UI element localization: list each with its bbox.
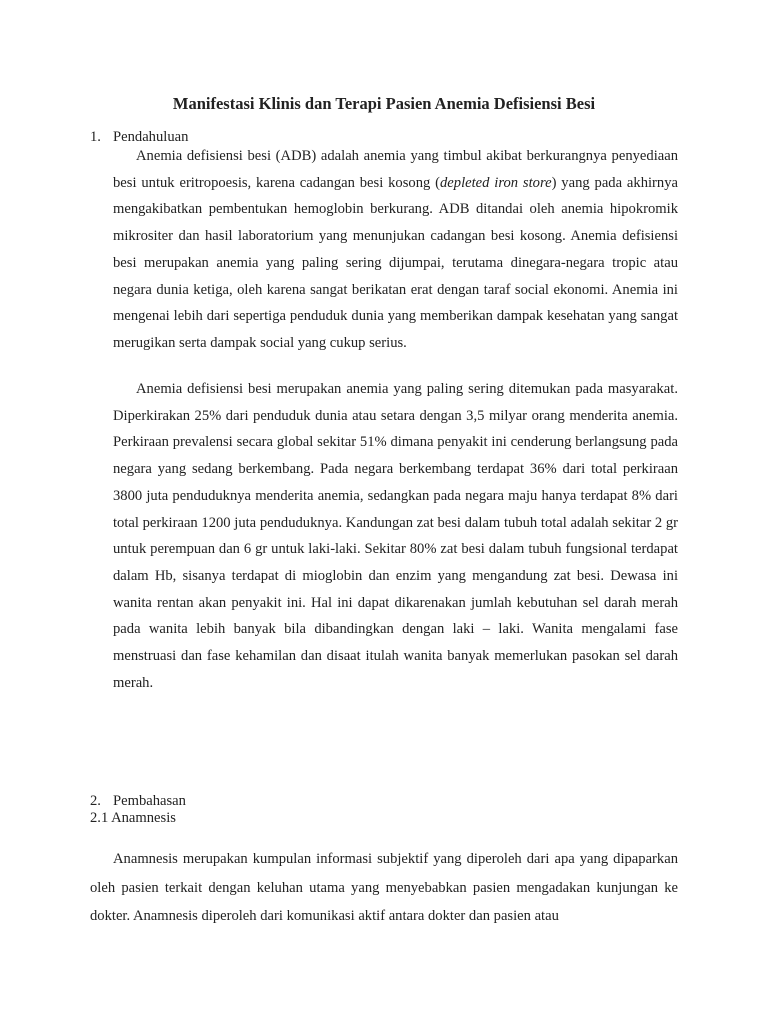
paragraph-text: Anamnesis merupakan kumpulan informasi subjektif yang diperoleh dari apa yang dipaparkan oleh pasien terkait dengan keluhan utama yang menyebabkan pasien mengadakan kunjungan ke dokter. Anamnesis diperoleh dari komunikasi aktif antara dokter dan pasien atau — [90, 851, 678, 924]
paragraph-text: ) yang pada akhirnya mengakibatkan pembentukan hemoglobin berkurang. ADB ditandai oleh anemia hipokromik mikrositer dan hasil laboratorium yang menunjukan cadangan besi kosong. Anemia defisiensi besi merupakan anemia yang paling sering dijumpai, terutama dinegara-negara tropic atau negara dunia ketiga, oleh karena sangat berikatan erat dengan taraf social ekonomi. Anemia ini mengenai lebih dari sepertiga penduduk dunia yang memberikan dampak kesehatan yang sangat merugikan serta dampak social yang cukup serius. — [113, 174, 678, 351]
section-title: Pendahuluan — [113, 129, 189, 145]
italic-term: depleted iron store — [440, 174, 552, 191]
section-heading-pembahasan — [90, 793, 186, 810]
document-title: Manifestasi Klinis dan Terapi Pasien Anemia Defisiensi Besi — [172, 94, 596, 113]
paragraph-intro-2 — [113, 376, 678, 696]
section-title: Pembahasan — [113, 793, 186, 809]
subsection-heading-anamnesis: 2.1 Anamnesis — [90, 810, 176, 826]
paragraph-text: Anemia defisiensi besi merupakan anemia yang paling sering ditemukan pada masyarakat. Diperkirakan 25% dari penduduk dunia atau setara dengan 3,5 milyar orang menderita anemia. Perkiraan prevalensi secara global sekitar 51% dimana penyakit ini cenderung berlangsung pada negara yang sedang berkembang. Pada negara berkembang terdapat 36% dari total perkiraan 3800 juta penduduknya menderita anemia, sedangkan pada negara maju hanya terdapat 8% dari total perkiraan 1200 juta penduduknya. Kandungan zat besi dalam tubuh total adalah sekitar 2 gr untuk perempuan dan 6 gr untuk laki-laki. Sekitar 80% zat besi dalam tubuh fungsional terdapat dalam Hb, sisanya terdapat di mioglobin dan enzim yang mengandung zat besi. Dewasa ini wanita rentan akan penyakit ini. Hal ini dapat dikarenakan jumlah kebutuhan sel darah merah pada wanita lebih banyak bila dibandingkan dengan laki – laki. Wanita mengalami fase menstruasi dan fase kehamilan dan disaat itulah wanita banyak memerlukan pasokan sel darah merah. — [113, 381, 678, 691]
paragraph-text: Anemia defisiensi besi (ADB) adalah anemia yang timbul akibat berkurangnya penyediaan besi untuk eritropoesis, karena cadangan besi kosong ( — [113, 148, 678, 191]
section-number: 2. — [90, 793, 101, 809]
paragraph-anamnesis — [90, 845, 678, 931]
section-number: 1. — [90, 129, 101, 145]
paragraph-intro-1 — [113, 143, 678, 357]
